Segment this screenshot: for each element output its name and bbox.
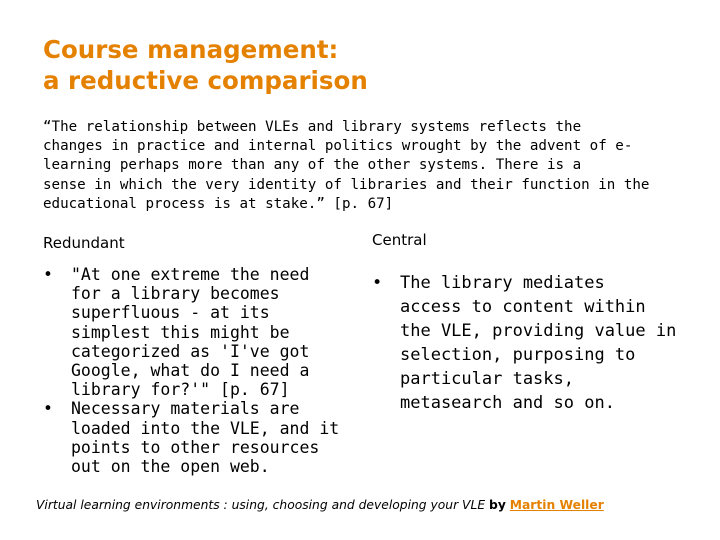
central-bullet-list [372, 271, 676, 415]
bullet-line: superfluous - at its [71, 303, 270, 323]
by-label: by [489, 498, 506, 512]
bullet-line: simplest this might be [71, 322, 290, 342]
bullet-line: out on the open web. [71, 457, 270, 477]
bullet-line: The library mediates [400, 273, 605, 293]
central-heading: Central [372, 231, 427, 249]
bullet-item [372, 271, 676, 415]
bullet-line: categorized as 'I've got [71, 341, 310, 361]
bullet-item [43, 265, 339, 399]
quote-line: educational process is at stake.” [p. 67] [43, 195, 394, 212]
bullet-line: access to content within [400, 297, 646, 317]
redundant-heading: Redundant [43, 234, 125, 252]
bullet-icon: • [43, 265, 53, 284]
bullet-line: the VLE, providing value in [400, 321, 677, 341]
bullet-line: loaded into the VLE, and it [71, 418, 340, 438]
bullet-item [43, 399, 339, 476]
title-line-2: a reductive comparison [43, 66, 368, 95]
quote-line: “The relationship between VLEs and library systems reflects the [43, 119, 582, 135]
bullet-line: points to other resources [71, 437, 320, 457]
footer-citation [36, 497, 604, 513]
bullet-line: metasearch and so on. [400, 393, 615, 413]
quote-line: learning perhaps more than any of the other systems. There is a [43, 157, 582, 174]
quote-line: sense in which the very identity of libraries and their function in the [43, 176, 650, 193]
bullet-line: library for?'" [p. 67] [71, 380, 290, 400]
book-title: Virtual learning environments : using, choosing and developing your VLE [36, 498, 486, 512]
quote-line: changes in practice and internal politics wrought by the advent of e- [43, 138, 633, 155]
bullet-line: selection, purposing to [400, 345, 636, 365]
bullet-icon: • [372, 273, 383, 293]
bullet-icon: • [43, 399, 53, 419]
bullet-line: for a library becomes [71, 284, 280, 304]
slide-title [43, 34, 368, 96]
bullet-line: Necessary materials are [71, 399, 300, 419]
bullet-line: Google, what do I need a [71, 361, 310, 381]
bullet-line: "At one extreme the need [71, 265, 310, 284]
quote-block [43, 118, 683, 214]
bullet-line: particular tasks, [400, 369, 574, 389]
title-line-1: Course management: [43, 35, 339, 64]
author-link[interactable]: Martin Weller [509, 498, 604, 512]
redundant-bullet-list [43, 265, 339, 476]
